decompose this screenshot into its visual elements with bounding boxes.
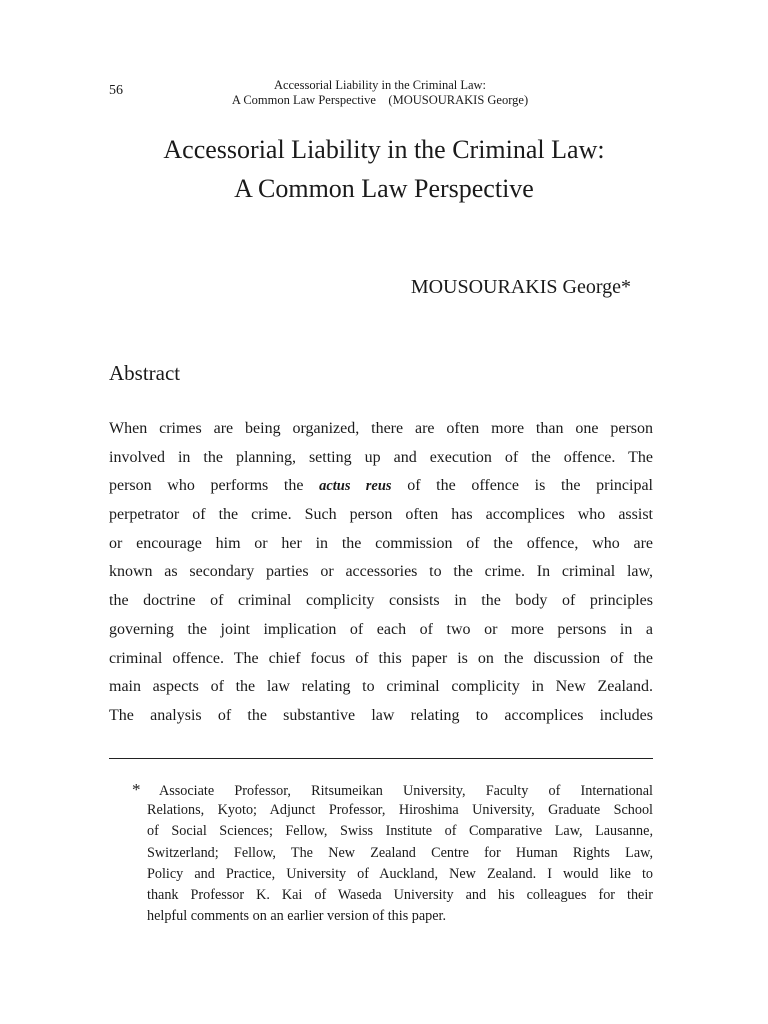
abstract-heading: Abstract xyxy=(109,361,181,385)
footnote-text: Associate Professor, Ritsumeikan University, Faculty of International xyxy=(159,783,653,799)
footnote-divider xyxy=(109,758,653,759)
abstract-line: main aspects of the law relating to criminal complicity in New Zealand. xyxy=(109,678,653,696)
running-header xyxy=(150,78,610,108)
footnote-line: Relations, Kyoto; Adjunct Professor, Hiroshima University, Graduate School xyxy=(147,802,653,819)
author-name: MOUSOURAKIS George* xyxy=(410,276,631,298)
page-number: 56 xyxy=(109,83,123,98)
running-header-line-2: A Common Law Perspective (MOUSOURAKIS George) xyxy=(231,93,529,107)
abstract-body xyxy=(109,415,653,731)
abstract-line: The analysis of the substantive law relating to accomplices includes xyxy=(109,706,653,724)
abstract-line: criminal offence. The chief focus of this paper is on the discussion of the xyxy=(109,649,653,667)
abstract-line: or encourage him or her in the commission of the offence, who are xyxy=(109,534,653,552)
footnote-line: Switzerland; Fellow, The New Zealand Centre for Human Rights Law, xyxy=(147,844,653,861)
abstract-line: perpetrator of the crime. Such person often has accomplices who assist xyxy=(109,506,653,524)
footnote-line: Policy and Practice, University of Auckland, New Zealand. I would like to xyxy=(147,865,653,882)
abstract-line: the doctrine of criminal complicity consists in the body of principles xyxy=(109,592,653,610)
paper-title-line-2: A Common Law Perspective xyxy=(234,174,534,203)
abstract-line: governing the joint implication of each of two or more persons in a xyxy=(109,620,653,638)
abstract-line-part: person who performs the xyxy=(109,477,304,495)
footnote-line: thank Professor K. Kai of Waseda University and his colleagues for their xyxy=(147,886,653,903)
running-header-line-1: Accessorial Liability in the Criminal Law: xyxy=(273,78,487,92)
abstract-line: When crimes are being organized, there are often more than one person xyxy=(109,420,653,437)
abstract-line: known as secondary parties or accessories to the crime. In criminal law, xyxy=(109,563,653,581)
paper-title-line-1: Accessorial Liability in the Criminal Law: xyxy=(163,135,605,164)
paper-title xyxy=(0,130,768,208)
footnote-line: of Social Sciences; Fellow, Swiss Institute of Comparative Law, Lausanne, xyxy=(147,823,653,840)
footnote xyxy=(132,779,653,927)
footnote-line xyxy=(132,779,653,800)
abstract-line xyxy=(109,472,653,501)
abstract-line-part: of the offence is the principal xyxy=(407,477,654,495)
footnote-line: helpful comments on an earlier version of this paper. xyxy=(147,908,447,925)
abstract-line: involved in the planning, setting up and execution of the offence. The xyxy=(109,448,653,466)
italic-term: actus reus xyxy=(319,478,392,495)
footnote-marker: * xyxy=(132,780,141,799)
